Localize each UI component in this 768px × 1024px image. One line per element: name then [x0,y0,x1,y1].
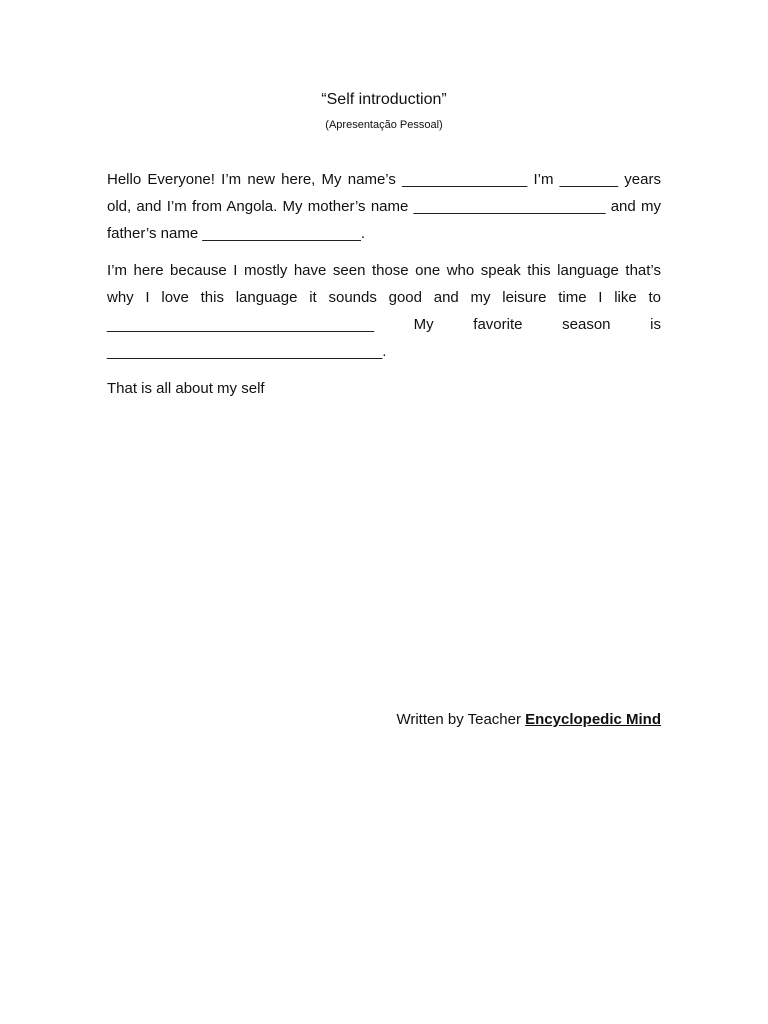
document-subtitle: (Apresentação Pessoal) [325,119,443,131]
paragraph-introduction: Hello Everyone! I’m new here, My name’s _______________ I’m _______ years old, and I’m from Angola. My mother’s name _______________________ and my father’s name ___________________. [107,171,661,242]
document-title: “Self introduction” [321,91,447,108]
paragraph-closing: That is all about my self [107,380,265,397]
signature-prefix: Written by Teacher [396,711,526,728]
signature-line [396,710,661,730]
signature-author: Encyclopedic Mind [525,711,661,728]
paragraph-reasons: I’m here because I mostly have seen those one who speak this language that’s why I love this language it sounds good and my leisure time I like to ________________________________ My favorite season is _________________________________. [107,262,661,360]
